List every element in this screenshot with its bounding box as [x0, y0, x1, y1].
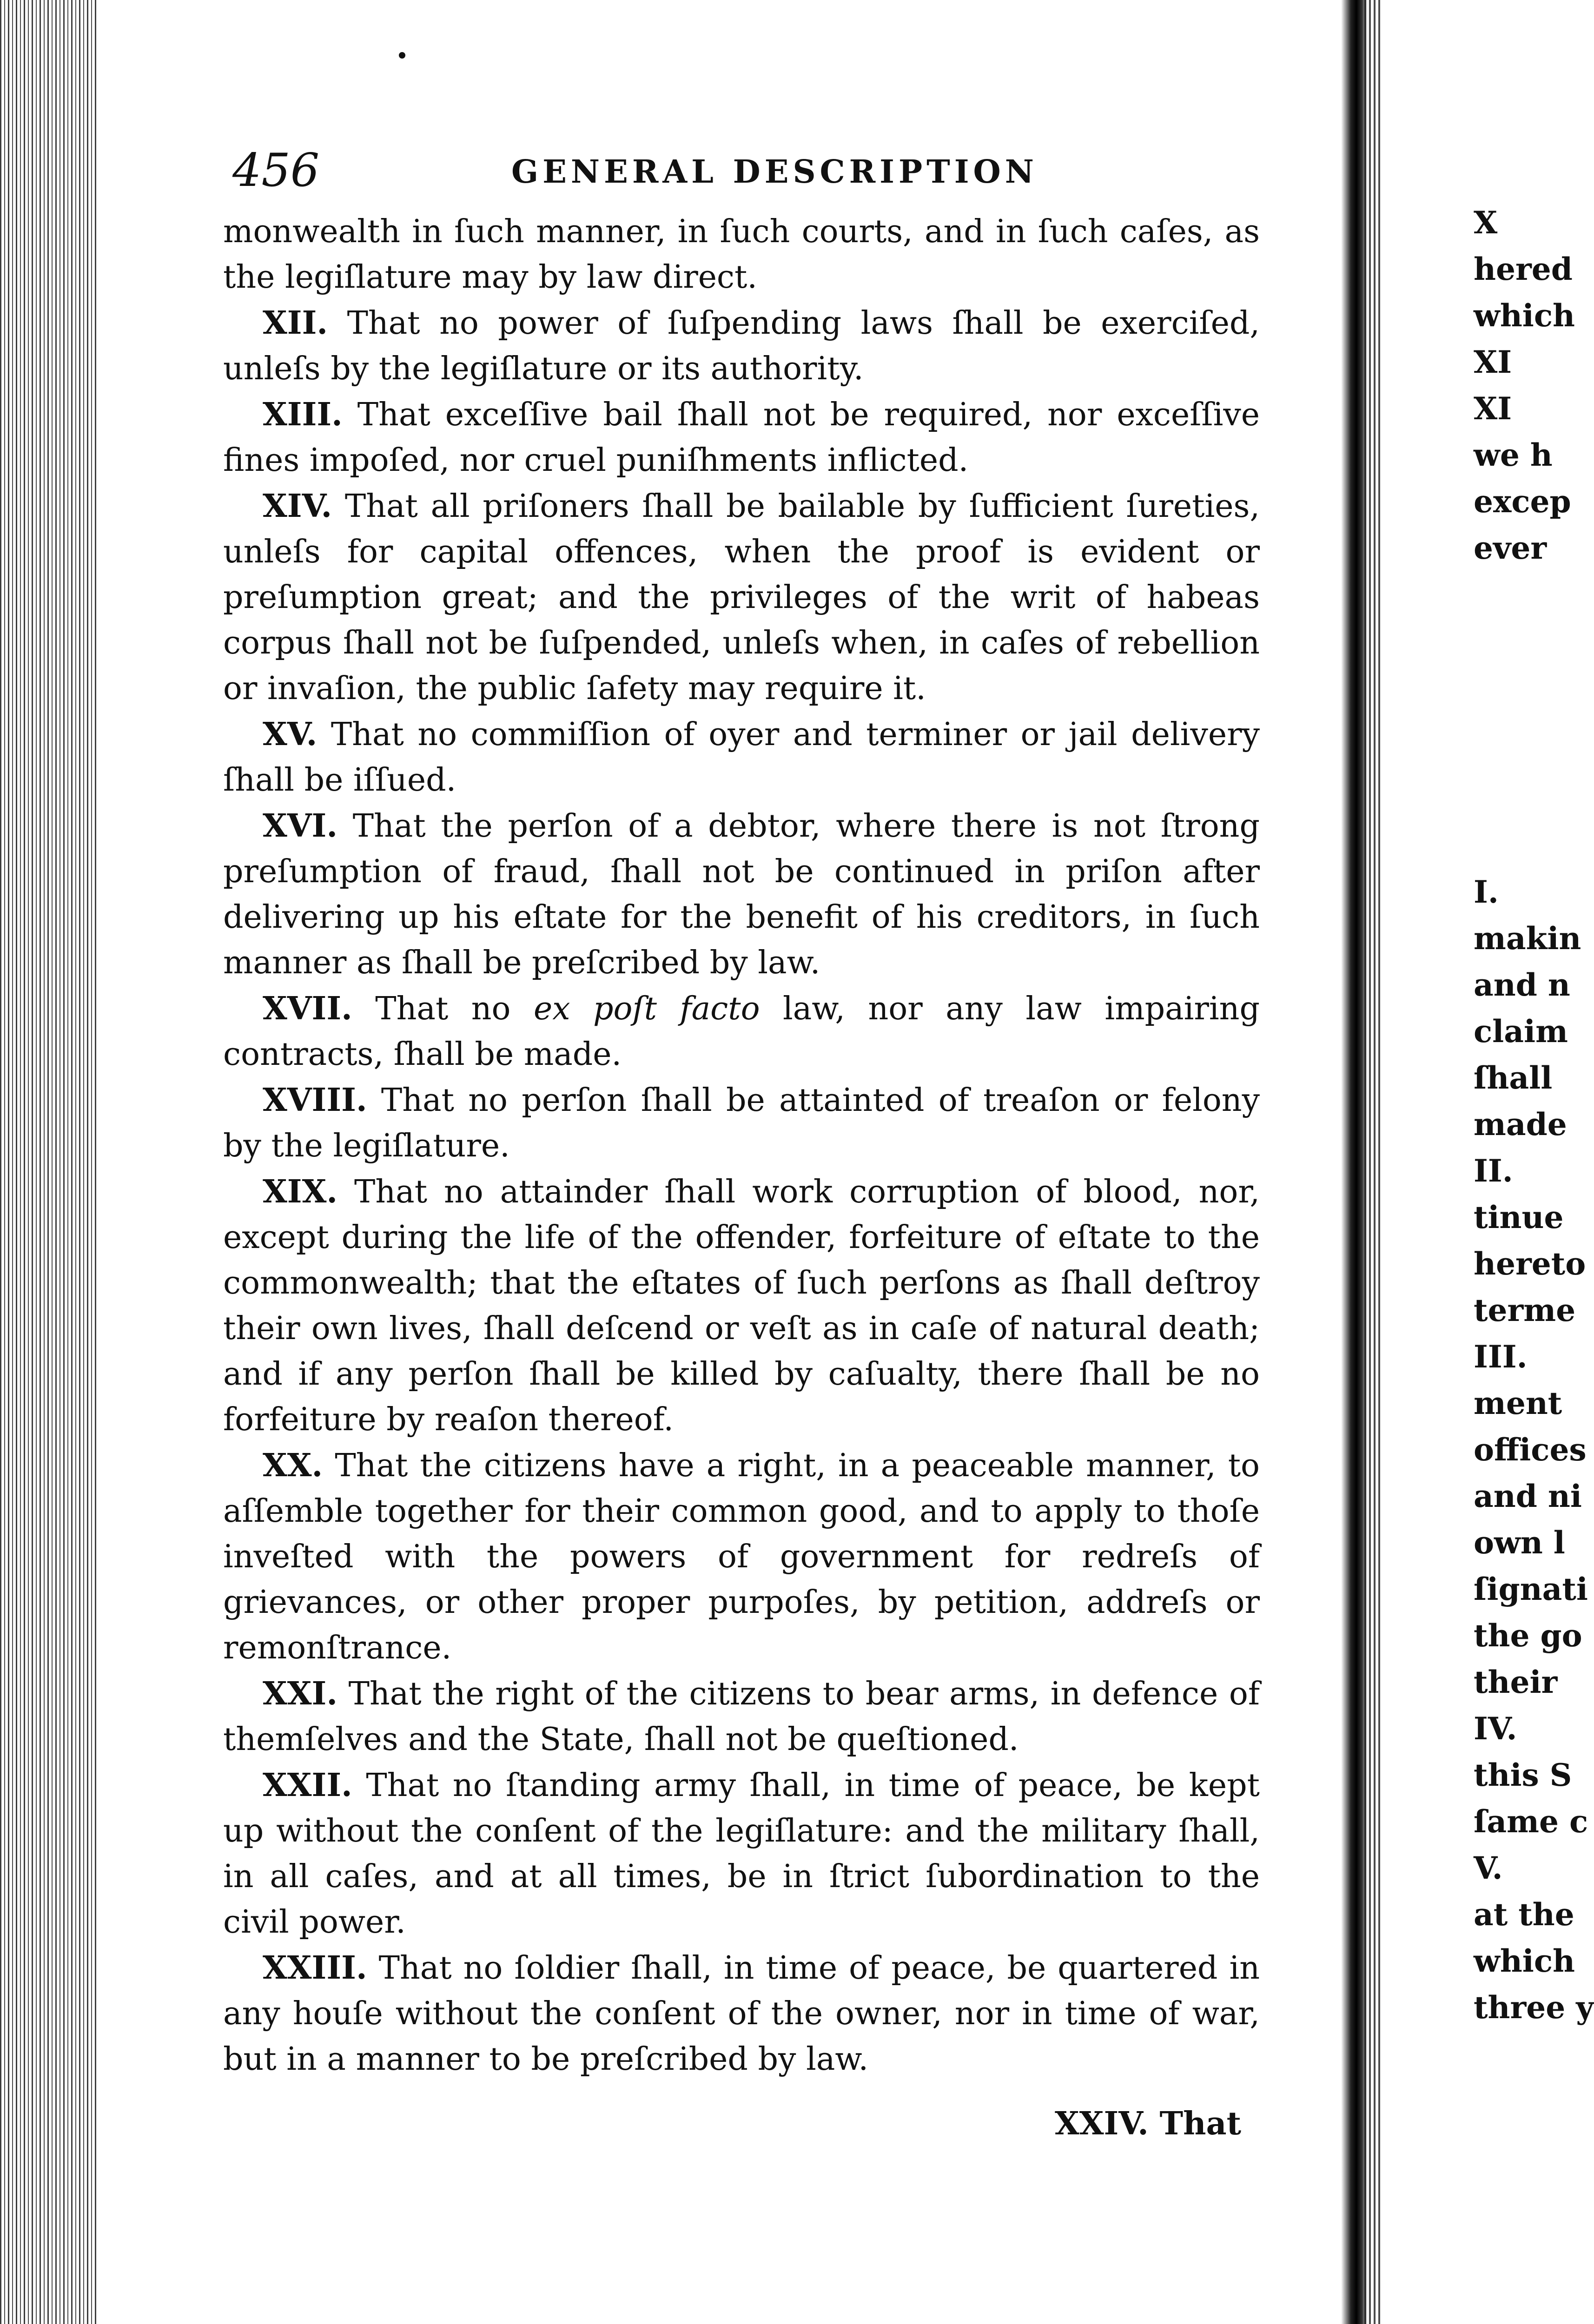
paragraph-text: That the right of the citizens to bear arms, in defence of themſelves and the State, ſhall not be queſtioned.: [223, 1676, 1260, 1758]
paragraph-text: That no attainder ſhall work corruption of blood, nor, except during the life of the offender, forfeiture of eſtate to the commonwealth; that the eſtates of ſuch perſons as ſhall deſtroy their own lives, ſhall deſcend or veſt as in caſe of natural death; and if any perſon ſhall be killed by caſualty, there ſhall be no forfeiture by reaſon thereof.: [223, 1174, 1260, 1438]
facing-line: ſhall: [1474, 1060, 1553, 1096]
facing-line: and ni: [1474, 1478, 1582, 1514]
facing-line: own l: [1474, 1525, 1565, 1561]
facing-line: the go: [1474, 1618, 1582, 1654]
facing-line: tinue: [1474, 1199, 1564, 1235]
article-numeral: XIX.: [263, 1173, 338, 1210]
article-xiv: [223, 483, 1260, 712]
article-numeral: XV.: [263, 716, 317, 753]
paragraph-text: monwealth in ſuch manner, in ſuch courts, and in ſuch caſes, as the legiſlature may by law direct.: [223, 213, 1260, 296]
facing-line: and n: [1474, 967, 1570, 1003]
article-numeral: XVII.: [263, 990, 352, 1027]
facing-line: II.: [1474, 1153, 1513, 1189]
facing-line: XI: [1474, 344, 1512, 380]
body-text: [223, 209, 1260, 2082]
ink-speck: [399, 52, 405, 59]
facing-line: three y: [1474, 1989, 1594, 2026]
paragraph-text: That the citizens have a right, in a peaceable manner, to aſſemble together for their common good, and to apply to thoſe inveſted with the powers of government for redreſs of grievances, or other proper purpoſes, by petition, addreſs or remonſtrance.: [223, 1447, 1260, 1666]
italic-phrase: ex poſt facto: [533, 990, 760, 1027]
facing-line: ment: [1474, 1385, 1562, 1421]
paragraph-text: That exceſſive bail ſhall not be required, nor exceſſive fines impoſed, nor cruel puniſhments inflicted.: [223, 396, 1260, 479]
article-xxiii: [223, 1945, 1260, 2082]
article-xix: [223, 1169, 1260, 1443]
facing-line: made: [1474, 1106, 1567, 1142]
paragraph-text: That no perſon ſhall be attainted of treaſon or felony by the legiſlature.: [223, 1082, 1260, 1164]
article-numeral: XIV.: [263, 488, 332, 525]
page-number: 456: [232, 144, 320, 197]
running-title: GENERAL DESCRIPTION: [511, 153, 1038, 191]
facing-page-fragment: [1474, 0, 1594, 2324]
article-numeral: XVIII.: [263, 1082, 367, 1119]
facing-line: which: [1474, 1943, 1575, 1979]
facing-line: ſignati: [1474, 1571, 1588, 1607]
facing-line: I.: [1474, 874, 1499, 910]
facing-line: hereto: [1474, 1246, 1586, 1282]
article-numeral: XVI.: [263, 807, 338, 845]
article-xvi: [223, 803, 1260, 986]
facing-line: this S: [1474, 1757, 1572, 1793]
book-spine-edge: [0, 0, 98, 2324]
paragraph-text: That no commiſſion of oyer and terminer or jail delivery ſhall be iſſued.: [223, 716, 1260, 799]
article-numeral: XXI.: [263, 1675, 338, 1712]
article-numeral: XXIII.: [263, 1949, 367, 1987]
paragraph-text: That the perſon of a debtor, where there is not ſtrong preſumption of fraud, ſhall not be continued in priſon after delivering up his eſtate for the benefit of his creditors, in ſuch manner as ſhall be preſcribed by law.: [223, 808, 1260, 981]
facing-line: XI: [1474, 390, 1512, 427]
article-xv: [223, 712, 1260, 803]
facing-line: terme: [1474, 1292, 1576, 1328]
facing-line: hered: [1474, 251, 1573, 287]
article-xxi: [223, 1671, 1260, 1763]
facing-line: their: [1474, 1664, 1558, 1700]
facing-line: ever: [1474, 530, 1547, 566]
article-xiii: [223, 392, 1260, 483]
article-numeral: XX.: [263, 1447, 323, 1484]
article-xii: [223, 300, 1260, 392]
main-page: [223, 116, 1260, 2146]
paragraph-text: That no ſoldier ſhall, in time of peace, be quartered in any houſe without the conſent of the owner, nor in time of war, but in a manner to be preſcribed by law.: [223, 1950, 1260, 2078]
article-numeral: XXII.: [263, 1767, 352, 1804]
article-numeral: XII.: [263, 304, 328, 342]
paragraph-text-before-italic: That no: [375, 990, 511, 1027]
paragraph-text: law, nor any law impairing contracts, ſhall be made.: [223, 990, 1260, 1073]
paragraph-text: That no power of ſuſpending laws ſhall be exerciſed, unleſs by the legiſlature or its authority.: [223, 305, 1260, 387]
facing-line: X: [1474, 205, 1498, 241]
article-xxii: [223, 1763, 1260, 1945]
article-numeral: XIII.: [263, 396, 343, 433]
facing-line: III.: [1474, 1339, 1528, 1375]
facing-line: we h: [1474, 437, 1553, 473]
article-xviii: [223, 1077, 1260, 1169]
facing-line: excep: [1474, 483, 1571, 520]
paragraph-text: That all priſoners ſhall be bailable by ſufficient ſureties, unleſs for capital offences, when the proof is evident or preſumption great; and the privileges of the writ of habeas corpus ſhall not be ſuſpended, unleſs when, in caſes of rebellion or invaſion, the public ſafety may require it.: [223, 488, 1260, 707]
facing-line: at the: [1474, 1896, 1574, 1933]
facing-line: offices: [1474, 1432, 1587, 1468]
article-xx: [223, 1443, 1260, 1671]
catchword: XXIV. That: [1054, 2105, 1241, 2142]
facing-line: claim: [1474, 1013, 1568, 1050]
facing-line: which: [1474, 297, 1575, 334]
paragraph-text: That no ſtanding army ſhall, in time of peace, be kept up without the conſent of the legiſlature: and the military ſhall, in all caſes, and at all times, be in ſtrict ſubordination to the civil power.: [223, 1767, 1260, 1941]
facing-line: ſame c: [1474, 1803, 1588, 1840]
facing-line: V.: [1474, 1850, 1503, 1886]
facing-page-edge: [1364, 0, 1383, 2324]
facing-line: IV.: [1474, 1710, 1517, 1747]
page-header: [223, 116, 1260, 209]
facing-line: makin: [1474, 920, 1581, 957]
article-xvii: [223, 986, 1260, 1077]
paragraph-continuation: [223, 209, 1260, 300]
